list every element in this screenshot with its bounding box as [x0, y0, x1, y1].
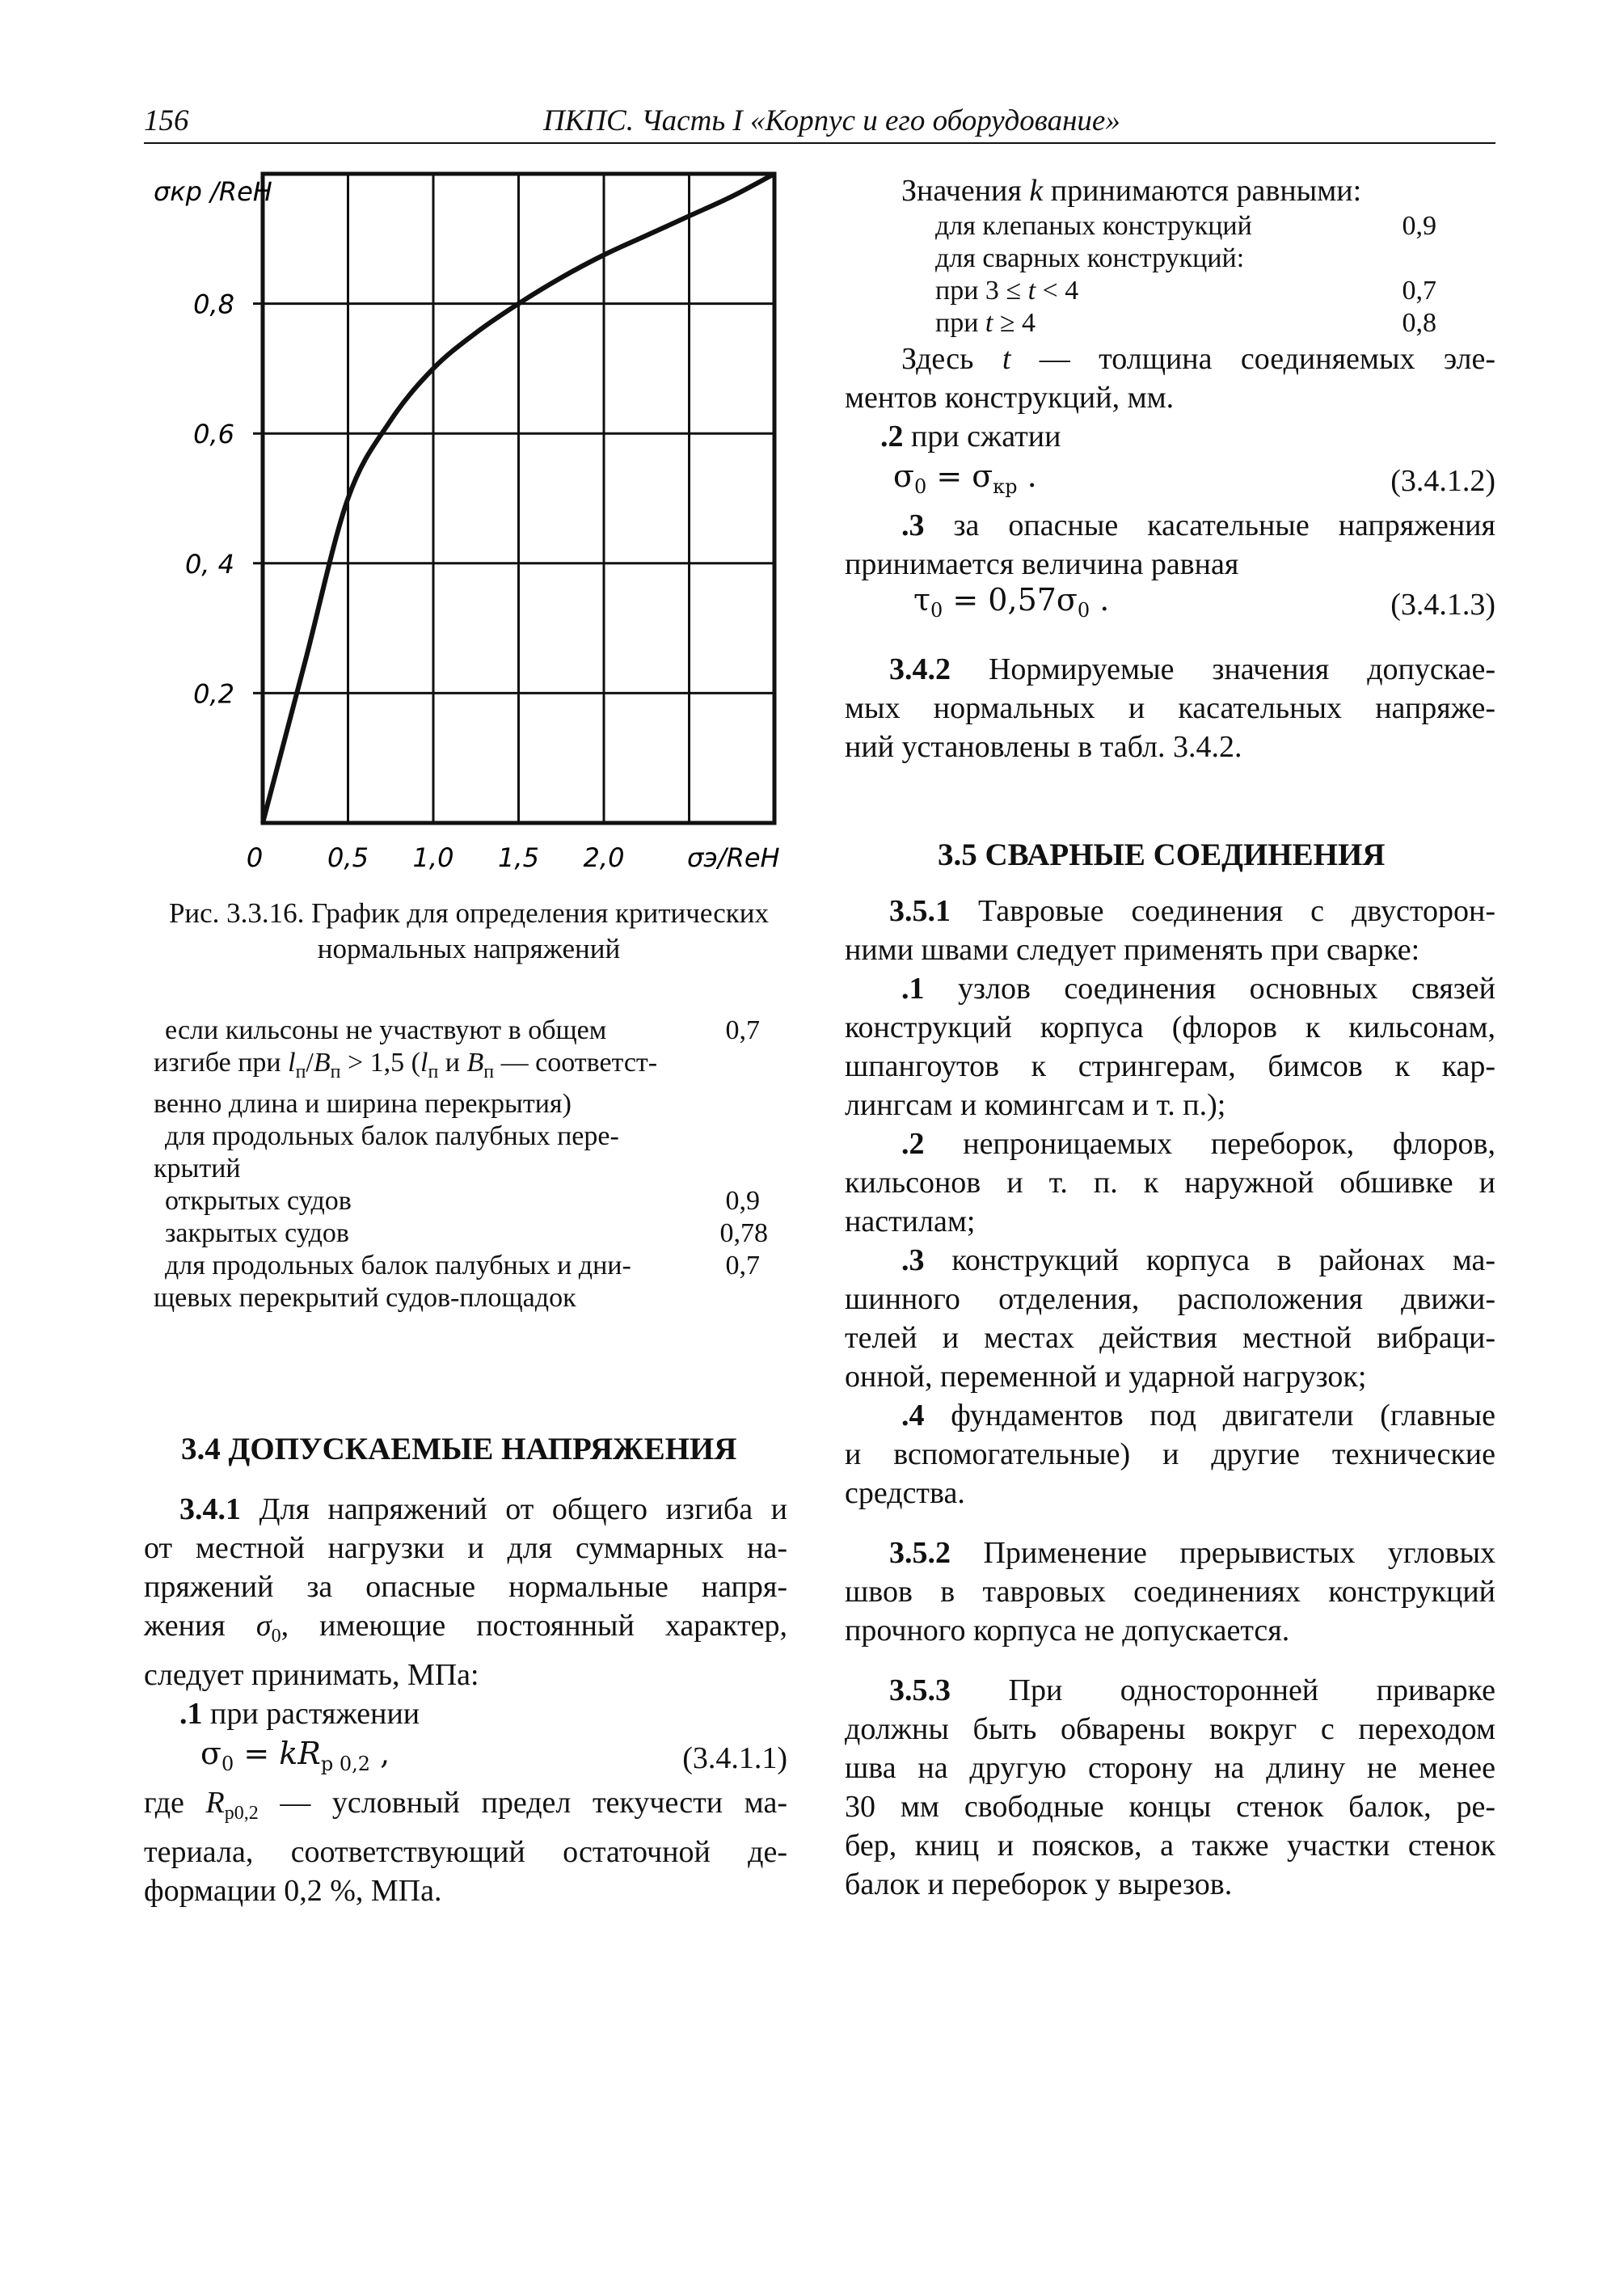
paragraph-line: 3.4.2 Нормируемые значения допускае-: [889, 652, 1495, 686]
table-row: для продольных балок палубных и дни- 0,7: [165, 1251, 760, 1281]
paragraph-line: должны быть обварены вокруг с переходом: [845, 1712, 1495, 1746]
x-tick-label: 0,5: [327, 842, 369, 873]
paragraph-line: онной, переменной и ударной нагрузок;: [845, 1360, 1367, 1394]
caption-line: нормальных напряжений: [317, 933, 621, 964]
list-item: .1 при растяжении: [179, 1697, 420, 1731]
paragraph-line: .3 за опасные касательные напряжения: [901, 508, 1495, 542]
paragraph-line: Значения k принимаются равными:: [901, 174, 1362, 208]
list-item: .4 фундаментов под двигатели (главные: [901, 1399, 1495, 1432]
running-title: ПКПС. Часть I «Корпус и его оборудование»: [543, 104, 1120, 137]
y-tick-label: 0,2: [193, 678, 234, 710]
y-tick-label: 0,6: [193, 419, 234, 450]
x-tick-label: 1,5: [498, 842, 539, 873]
paragraph-line: шинного отделения, расположения движи-: [845, 1282, 1495, 1316]
paragraph-line: балок и переборок у вырезов.: [845, 1867, 1233, 1901]
formula-number: (3.4.1.1): [682, 1741, 787, 1775]
table-row: для клепаных конструкций 0,9: [935, 211, 1436, 241]
table-row: при 3 ≤ t < 4 0,7: [935, 276, 1436, 306]
list-item: .1 узлов соединения основных связей: [901, 972, 1496, 1006]
figure-caption: [146, 896, 792, 967]
paragraph-line: 3.5.3 При односторонней приварке: [889, 1673, 1495, 1707]
table-row: венно длина и ширина перекрытия): [154, 1089, 572, 1119]
paragraph-line: мых нормальных и касательных напряже-: [845, 691, 1495, 725]
paragraph-line: от местной нагрузки и для суммарных на-: [144, 1531, 787, 1565]
paragraph-line: 3.5.1 Тавровые соединения с двусторон-: [889, 894, 1495, 928]
paragraph-line: формации 0,2 %, МПа.: [144, 1874, 442, 1908]
paragraph-line: ний установлены в табл. 3.4.2.: [845, 730, 1242, 764]
table-row: для продольных балок палубных пере-: [165, 1121, 619, 1151]
table-row: закрытых судов 0,78: [165, 1218, 768, 1248]
paragraph-line: 3.4.1 Для напряжений от общего изгиба и: [179, 1492, 787, 1526]
list-item: .3 конструкций корпуса в районах ма-: [901, 1243, 1496, 1277]
y-axis-title: σкр /ReH: [154, 176, 272, 207]
k-table: [845, 210, 1436, 340]
section-heading-3-4: 3.4 ДОПУСКАЕМЫЕ НАПРЯЖЕНИЯ: [181, 1432, 737, 1466]
formula-number: (3.4.1.3): [1390, 588, 1495, 622]
table-row: изгибе при $l_п/B_п > 1,5$ ($l_п$ и $B_п$ — соответст-: [154, 1048, 658, 1082]
table-row: при t ≥ 4 0,8: [935, 308, 1436, 338]
x-tick-label: 0: [246, 842, 264, 873]
paragraph-line: 30 мм свободные концы стенок балок, ре-: [845, 1790, 1495, 1824]
paragraph-line: шва на другую сторону на длину не менее: [845, 1751, 1495, 1785]
paragraph-line: следует принимать, МПа:: [144, 1658, 479, 1692]
paragraph-line: бер, книц и поясков, а также участки стенок: [845, 1829, 1495, 1863]
y-tick-label: 0,8: [193, 289, 234, 320]
critical-stress-chart: [121, 162, 816, 889]
x-axis-title: σэ/ReH: [687, 842, 780, 873]
coefficient-table: [154, 1015, 776, 1314]
paragraph-line: прочного корпуса не допускается.: [845, 1614, 1290, 1648]
section-3-4-body: [144, 1490, 787, 1910]
paragraph-line: конструкций корпуса (флоров к кильсонам,: [845, 1010, 1495, 1044]
right-column-top: [845, 171, 1495, 766]
paragraph-line: лингсам и комингсам и т. п.);: [845, 1088, 1226, 1122]
page-number: 156: [144, 104, 189, 137]
paragraph-line: принимается величина равная: [845, 547, 1239, 581]
table-row: для сварных конструкций:: [935, 243, 1245, 273]
y-tick-label: 0, 4: [184, 548, 234, 580]
list-item: .2 при сжатии: [880, 420, 1061, 454]
chart-grid: [253, 174, 774, 823]
caption-line: Рис. 3.3.16. График для определения критических: [168, 897, 770, 929]
paragraph-line: шпангоутов к стрингерам, бимсов к кар-: [845, 1049, 1495, 1083]
paragraph-line: средства.: [845, 1476, 965, 1510]
header-rule: [144, 142, 1495, 144]
paragraph-line: териала, соответствующий остаточной де-: [144, 1835, 787, 1869]
table-row: открытых судов 0,9: [165, 1186, 760, 1216]
paragraph-line: Здесь t — толщина соединяемых эле-: [901, 342, 1495, 376]
paragraph-line: кильсонов и т. п. к наружной обшивке и: [845, 1166, 1495, 1200]
table-row: если кильсоны не участвуют в общем 0,7: [165, 1015, 760, 1045]
paragraph-line: где $R_{р0,2}$ — условный предел текучести ма-: [144, 1786, 787, 1824]
list-item: .2 непроницаемых переборок, флоров,: [901, 1127, 1495, 1161]
paragraph-line: и вспомогательные) и другие технические: [845, 1437, 1495, 1471]
formula-number: (3.4.1.2): [1390, 464, 1495, 498]
paragraph-line: ними швами следует применять при сварке:: [845, 933, 1420, 967]
paragraph-line: пряжений за опасные нормальные напря-: [144, 1570, 787, 1604]
section-3-5-body: [845, 892, 1495, 1904]
paragraph-line: жения $\sigma_0$, имеющие постоянный характер,: [144, 1609, 787, 1647]
formula-3-4-1-3: $\tau_0 = 0,57\sigma_0$ . (3.4.1.3): [845, 584, 1495, 626]
formula-3-4-1-1: $\sigma_0 = kR_{р 0,2}$ , (3.4.1.1): [144, 1733, 787, 1783]
paragraph-line: ментов конструкций, мм.: [845, 381, 1175, 415]
paragraph-line: 3.5.2 Применение прерывистых угловых: [889, 1536, 1495, 1570]
paragraph-line: настилам;: [845, 1205, 976, 1238]
table-row: крытий: [154, 1154, 241, 1183]
paragraph-line: телей и местах действия местной вибраци-: [845, 1321, 1495, 1355]
x-tick-label: 1,0: [412, 842, 454, 873]
section-heading-3-5: 3.5 СВАРНЫЕ СОЕДИНЕНИЯ: [938, 838, 1386, 872]
paragraph-line: швов в тавровых соединениях конструкций: [845, 1575, 1495, 1609]
table-row: щевых перекрытий судов-площадок: [154, 1283, 576, 1313]
x-tick-label: 2,0: [583, 842, 625, 873]
formula-3-4-1-2: $\sigma_0 = \sigma_{кр}$ . (3.4.1.2): [845, 456, 1495, 506]
